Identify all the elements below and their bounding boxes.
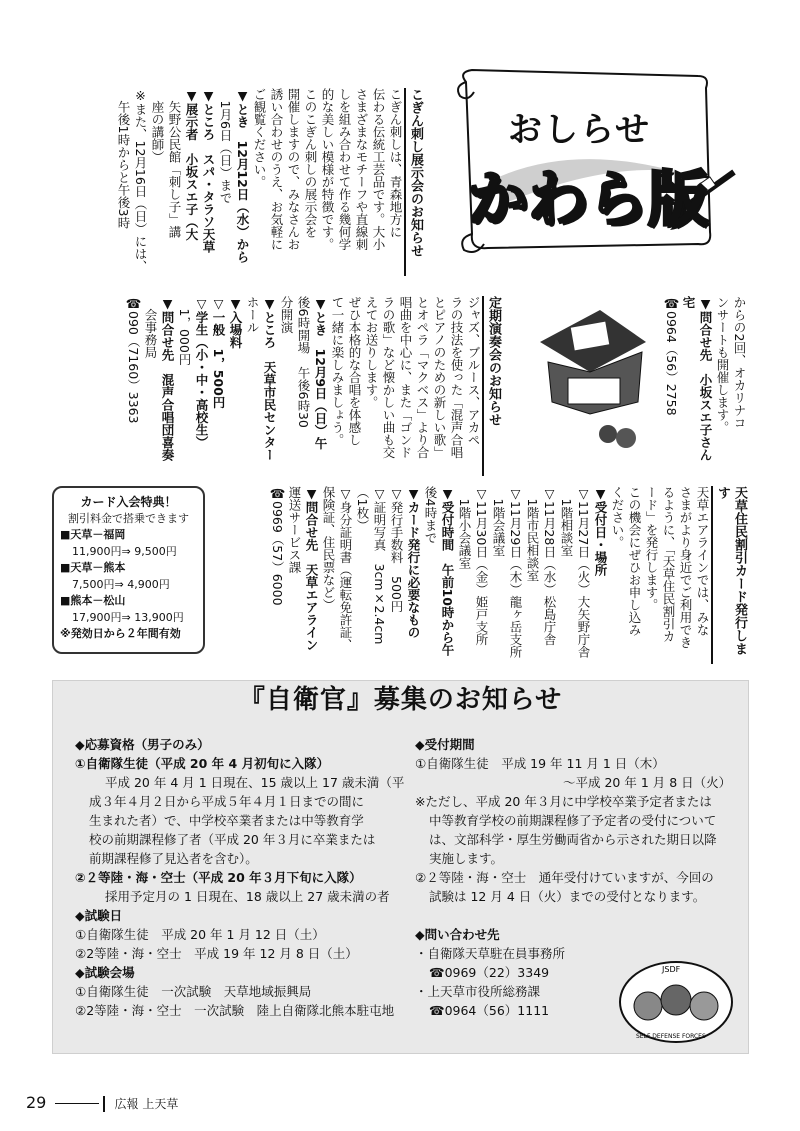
airline-line: ▽11月28日（水）松島庁舎	[542, 486, 557, 646]
airline-line: 運送サービス課	[287, 486, 302, 574]
airline-line: ▼受付日・場所	[593, 486, 608, 576]
airline-line: ください。	[610, 486, 625, 549]
recruit-line: ①自衛隊生徒 一次試験 天草地域振興局	[75, 984, 312, 999]
route-name: ■天草－福岡	[60, 528, 126, 541]
airline-line: 1階相談室	[559, 486, 574, 557]
airline-line: ▼カード発行に必要なもの	[406, 486, 421, 639]
airline-line: ▽11月29日（木）龍ヶ岳支所	[508, 486, 523, 658]
recruit-line: ②2等陸・海・空士 一次試験 陸上自衛隊北熊本駐屯地	[75, 1003, 395, 1018]
kogin-line: 矢野公民館「刺し子」講	[167, 88, 182, 238]
recruit-line: 前期課程修了見込者を含む）。	[89, 851, 258, 866]
recruit-line: ②２等陸・海・空士 通年受付けていますが、今回の	[415, 870, 714, 885]
recruit-line: 採用予定月の 1 日現在、18 歳以上 27 歳未満の者	[105, 889, 390, 904]
recruit-line: ◆試験会場	[75, 965, 135, 980]
concert-line: ▼ところ 天草市民センター	[262, 296, 277, 461]
kogin2-line: ☎0964（56）2758	[664, 296, 679, 416]
kogin2-line: ンサートも開催します。	[715, 296, 730, 434]
kogin-line: 1月6日（日）まで	[218, 88, 233, 204]
concert-line: 唱曲を中心に、また「ゴンド	[398, 296, 413, 459]
concert-line: ☎090（7160）3363	[126, 296, 141, 424]
recruit-line: ☎0964（56）1111	[429, 1003, 550, 1018]
recruit-line: ①自衛隊生徒 平成 20 年 1 月 12 日（土）	[75, 927, 325, 942]
recruit-line: ◆問い合わせ先	[415, 927, 500, 942]
recruit-line: 実施します。	[429, 851, 504, 866]
concert-line: 分開演	[279, 296, 294, 334]
card-benefit-title: カード入会特典！	[80, 495, 177, 509]
airline-line: ▽発行手数料 500円	[389, 486, 404, 613]
concert-line: ぜひ本格的な合唱を体感し	[347, 296, 362, 446]
kogin-article-continued	[664, 296, 748, 466]
kogin-line: ▼ところ スパ・タラソ天草	[201, 88, 216, 253]
recruit-line: ～平成 20 年 1 月 8 日（火）	[563, 775, 732, 790]
recruit-line: ②２等陸・海・空士（平成 20 年３月下旬に入隊）	[75, 870, 362, 885]
concert-line: 後6時開場 午後6時30	[296, 296, 311, 428]
kogin-line: さまざまなモチーフや直線刺	[354, 88, 369, 251]
concert-line: ▼入場料	[228, 296, 243, 349]
recruit-line: 中等教育学校の前期課程修了予定者の受付について	[429, 813, 717, 828]
airline-line: 1階小会議室	[457, 486, 472, 569]
concert-line: とオペラ「マクベス」より合	[415, 296, 430, 459]
airline-line: るように、「天草住民割引カ	[661, 486, 676, 643]
kogin-heading: こぎん刺し展示会のお知らせ	[404, 88, 424, 276]
chest-illustration	[530, 302, 650, 456]
airline-line: ード」を発行します。	[644, 486, 659, 611]
airline-line: ▽11月30日（金）姫戸支所	[474, 486, 489, 646]
airline-line: この機会にぜひお申し込み	[627, 486, 642, 636]
concert-line: ジャズ、ブルース、アカペ	[466, 296, 481, 446]
banner-title-large: かわら版	[468, 165, 708, 235]
recruit-spacer	[415, 906, 741, 925]
page-number: 29	[26, 1093, 47, 1112]
recruit-line: ②2等陸・海・空士 平成 19 年 12 月 8 日（土）	[75, 946, 358, 961]
route-price: 17,900円⇒ 13,900円	[72, 610, 184, 624]
kawaraban-banner	[448, 62, 744, 262]
jsdf-top-label: JSDF	[662, 965, 681, 974]
airline-line: ▼問合せ先 天草エアライン	[304, 486, 319, 651]
recruit-line: ☎0969（22）3349	[429, 965, 550, 980]
airline-line: 保険証、住民票など）	[321, 486, 336, 611]
airline-line: ▼受付時間 午前10時から午	[440, 486, 455, 656]
route-price: 7,500円⇒ 4,900円	[72, 577, 170, 591]
footer-rule	[55, 1103, 99, 1104]
card-benefit-box	[52, 486, 205, 654]
kogin-line: 午後1時からと午後3時	[116, 88, 131, 229]
kogin-line: ※また、12月16日（日）には、	[133, 88, 148, 273]
concert-line: ▼問合せ先 混声合唱団喜奏	[160, 296, 175, 461]
route-price: 11,900円⇒ 9,500円	[72, 544, 177, 558]
airline-line: 天草エアラインでは、みな	[695, 486, 710, 636]
airline-line: 1階市民相談室	[525, 486, 540, 582]
concert-heading: 定期演奏会のお知らせ	[482, 296, 502, 476]
page-footer	[26, 1093, 178, 1112]
recruit-line: ◆応募資格（男子のみ）	[75, 737, 210, 752]
recruit-line: ◆試験日	[75, 908, 123, 923]
footer-bar	[103, 1096, 105, 1112]
kogin-line: ご観覧ください。	[252, 88, 267, 188]
concert-line: ▽学生（小・中・高校生）	[194, 296, 209, 449]
recruit-line: 校の前期課程修了者（平成 20 年３月に卒業または	[89, 832, 376, 847]
kogin-line: ▼とき 12月12日（水）から	[235, 88, 250, 263]
recruit-line: 成３年４月２日から平成５年４月１日までの間に	[89, 794, 365, 809]
airline-line: 1階会議室	[491, 486, 506, 557]
concert-line: ホール	[245, 296, 260, 334]
jsdf-mascot-icon	[618, 958, 734, 1044]
concert-article	[56, 296, 502, 476]
kogin-line: 座の講師）	[150, 88, 165, 163]
concert-line: とピアノのための新しい歌」	[432, 296, 447, 459]
recruit-line: 試験は 12 月 4 日（火）までの受付となります。	[429, 889, 706, 904]
recruit-line: は、文部科学・厚生労働両省から示された期日以降	[429, 832, 717, 847]
concert-line: えてお送りします。	[364, 296, 379, 409]
recruit-line: ・上天草市役所総務課	[415, 984, 541, 999]
recruit-line: ◆受付期間	[415, 737, 475, 752]
kogin-line: 開催しますので、みなさんお	[286, 88, 301, 251]
route-name: ■天草－熊本	[60, 561, 126, 574]
concert-line: ラの技法を使った「混声合唱	[449, 296, 464, 459]
recruit-line: ※ただし、平成 20 年３月に中学校卒業予定者または	[415, 794, 712, 809]
treasure-box-icon	[530, 302, 650, 452]
airline-line: 後4時まで	[423, 486, 438, 544]
publication-name: 広報 上天草	[114, 1097, 179, 1111]
recruit-line: 平成 20 年 4 月 1 日現在、15 歳以上 17 歳未満（平	[105, 775, 405, 790]
kogin2-line: からの2回、オカリナコ	[732, 296, 747, 429]
jsdf-mascot	[618, 958, 734, 1048]
concert-line: 1，000円	[177, 296, 192, 366]
concert-line: ▽一般 1，500円	[211, 296, 226, 409]
kogin-line: しを組み合わせて作る幾何学	[337, 88, 352, 251]
kogin-line: 伝わる伝統工芸品です。大小	[371, 88, 386, 251]
concert-line: ラの歌」など懐かしい曲も交	[381, 296, 396, 459]
recruit-line: ①自衛隊生徒（平成 20 年 4 月初旬に入隊）	[75, 756, 330, 771]
kogin-line: 的な美しい模様が特徴です。	[320, 88, 335, 251]
airline-card-article	[212, 486, 748, 664]
airline-heading: 天草住民割引カード発行します	[711, 486, 748, 664]
kogin-article	[56, 88, 424, 276]
recruit-line: ・自衛隊天草駐在員事務所	[415, 946, 566, 961]
card-benefit-subtitle: 割引料金で搭乗できます	[68, 511, 189, 525]
route-name: ■熊本－松山	[60, 594, 126, 607]
jsdf-bottom-label: SELF DEFENSE FORCES	[636, 1033, 706, 1040]
recruit-title: 『自衛官』募集のお知らせ	[238, 685, 563, 715]
banner-title-small: おしらせ	[508, 110, 651, 150]
concert-line: て一緒に楽しみましょう。	[330, 296, 345, 446]
kogin-line: こぎん刺しは、青森地方に	[388, 88, 403, 238]
kogin2-line: ▼問合せ先 小坂スエ子さん宅	[681, 296, 713, 461]
recruit-left-column	[75, 735, 405, 1020]
recruit-line: 生まれた者）で、中学校卒業者または中等教育学	[89, 813, 364, 828]
airline-line: ▽11月27日（火）大矢野庁舎	[576, 486, 591, 658]
kogin-line: ▼展示者 小坂スエ子（大	[184, 88, 199, 241]
airline-line: ☎0969（57）6000	[270, 486, 285, 606]
kogin-line: 誘い合わせのうえ、お気軽に	[269, 88, 284, 251]
recruit-line: ①自衛隊生徒 平成 19 年 11 月 1 日（木）	[415, 756, 665, 771]
airline-line: ▽証明写真 3cm×2.4cm（1枚）	[355, 486, 387, 645]
card-benefit-note: ※発効日から２年間有効	[60, 627, 181, 640]
kogin-line: このこぎん刺しの展示会を	[303, 88, 318, 238]
airline-line: さまがより身近でご利用でき	[678, 486, 693, 649]
airline-line: ▽身分証明書（運転免許証、	[338, 486, 353, 651]
concert-line: 会事務局	[143, 296, 158, 359]
concert-line: ▼とき 12月9日（日）午	[313, 296, 328, 450]
